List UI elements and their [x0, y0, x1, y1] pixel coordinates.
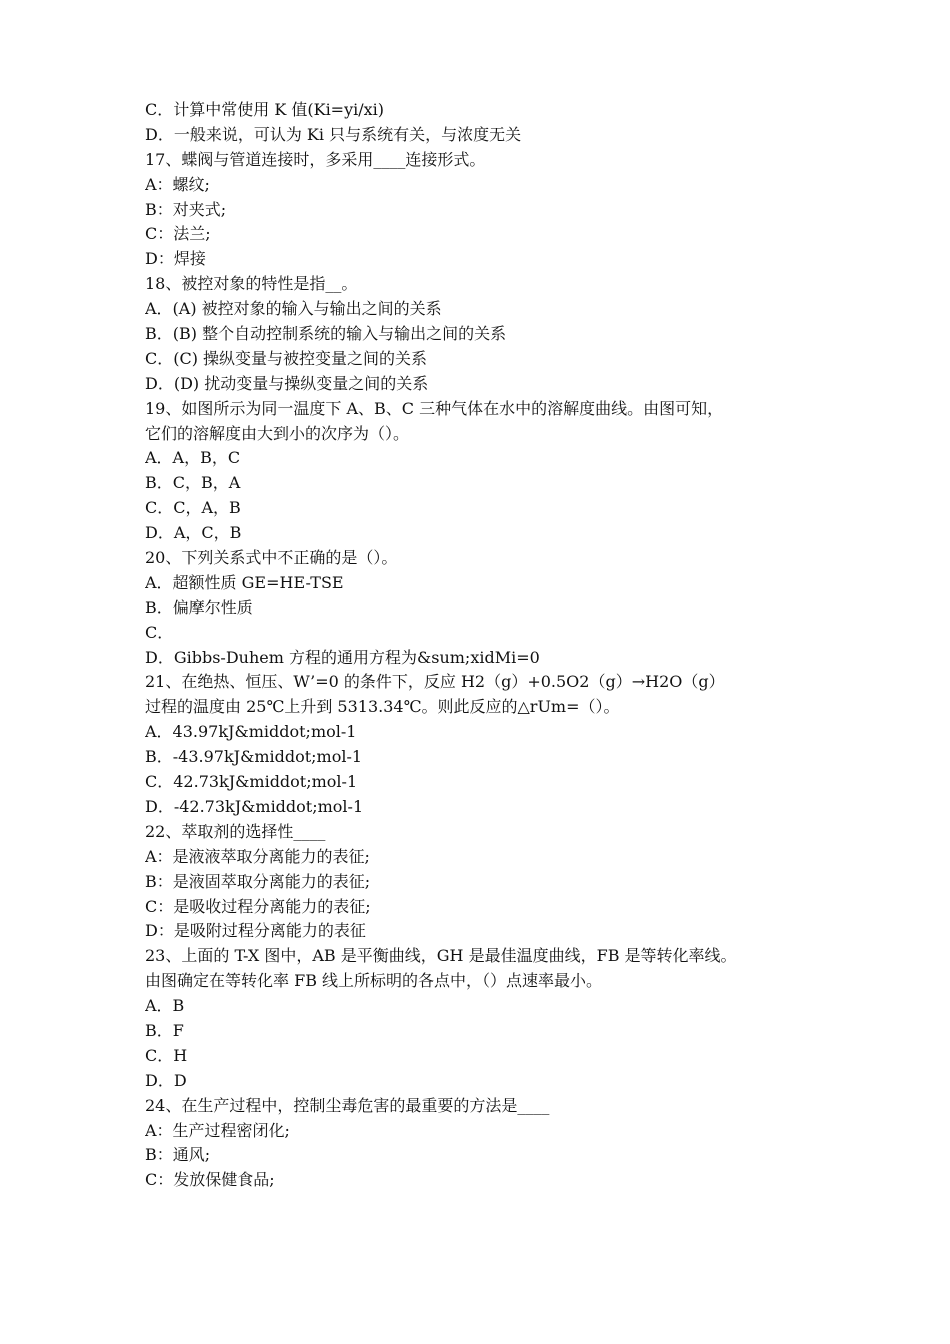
option-a: A．(A) 被控对象的输入与输出之间的关系 [145, 299, 442, 319]
option-c: C．42.73kJ&middot;mol-1 [145, 772, 358, 792]
option-d: D．A，C，B [145, 523, 242, 543]
question-21-cont: 过程的温度由 25℃上升到 5313.34℃。则此反应的△rUm=（）。 [145, 697, 620, 717]
question-17: 17、蝶阀与管道连接时，多采用____连接形式。 [145, 149, 486, 169]
option-c: C．C，A，B [145, 498, 241, 518]
question-21: 21、在绝热、恒压、W’=0 的条件下，反应 H2（g）+0.5O2（g）→H2O（g） [145, 672, 725, 692]
option-b: B：对夹式; [145, 199, 227, 219]
option-c: C． [145, 622, 174, 642]
option-b: B．-43.97kJ&middot;mol-1 [145, 747, 363, 767]
option-d: D．Gibbs-Duhem 方程的通用方程为&sum;xidMi=0 [145, 647, 540, 667]
text-line: D．一般来说，可认为 Ki 只与系统有关，与浓度无关 [145, 124, 522, 144]
option-c: C：法兰; [145, 224, 211, 244]
option-a: A：螺纹; [145, 174, 210, 194]
option-c: C：是吸收过程分离能力的表征; [145, 896, 371, 916]
option-a: A：生产过程密闭化; [145, 1120, 290, 1140]
question-19-cont: 它们的溶解度由大到小的次序为（）。 [145, 423, 410, 443]
document-page [145, 98, 825, 1193]
option-d: D．D [145, 1070, 187, 1090]
option-a: A：是液液萃取分离能力的表征; [145, 846, 370, 866]
text-line: C．计算中常使用 K 值(Ki=yi/xi) [145, 100, 385, 119]
option-c: C．(C) 操纵变量与被控变量之间的关系 [145, 348, 428, 368]
question-20: 20、下列关系式中不正确的是（）。 [145, 548, 398, 568]
question-19: 19、如图所示为同一温度下 A、B、C 三种气体在水中的溶解度曲线。由图可知， [145, 398, 724, 418]
option-a: A．超额性质 GE=HE-TSE [145, 572, 344, 592]
option-d: D．-42.73kJ&middot;mol-1 [145, 796, 364, 816]
question-18: 18、被控对象的特性是指__。 [145, 274, 358, 294]
option-d: D．(D) 扰动变量与操纵变量之间的关系 [145, 373, 429, 393]
option-a: A．A，B，C [145, 448, 241, 468]
option-b: B．(B) 整个自动控制系统的输入与输出之间的关系 [145, 324, 507, 344]
question-23-cont: 由图确定在等转化率 FB 线上所标明的各点中，（）点速率最小。 [145, 971, 603, 991]
question-23: 23、上面的 T-X 图中，AB 是平衡曲线，GH 是最佳温度曲线，FB 是等转化率线。 [145, 946, 737, 966]
option-d: D：是吸附过程分离能力的表征 [145, 921, 366, 941]
option-b: B．偏摩尔性质 [145, 597, 253, 617]
option-b: B：是液固萃取分离能力的表征; [145, 871, 371, 891]
question-22: 22、萃取剂的选择性____ [145, 821, 326, 841]
question-24: 24、在生产过程中，控制尘毒危害的最重要的方法是____ [145, 1095, 550, 1115]
option-c: C．H [145, 1045, 188, 1065]
option-c: C：发放保健食品; [145, 1170, 275, 1190]
option-b: B．F [145, 1020, 184, 1040]
option-a: A．B [145, 996, 185, 1016]
option-b: B．C，B，A [145, 473, 241, 493]
option-d: D：焊接 [145, 249, 206, 269]
option-b: B：通风; [145, 1145, 211, 1165]
option-a: A．43.97kJ&middot;mol-1 [145, 722, 357, 742]
